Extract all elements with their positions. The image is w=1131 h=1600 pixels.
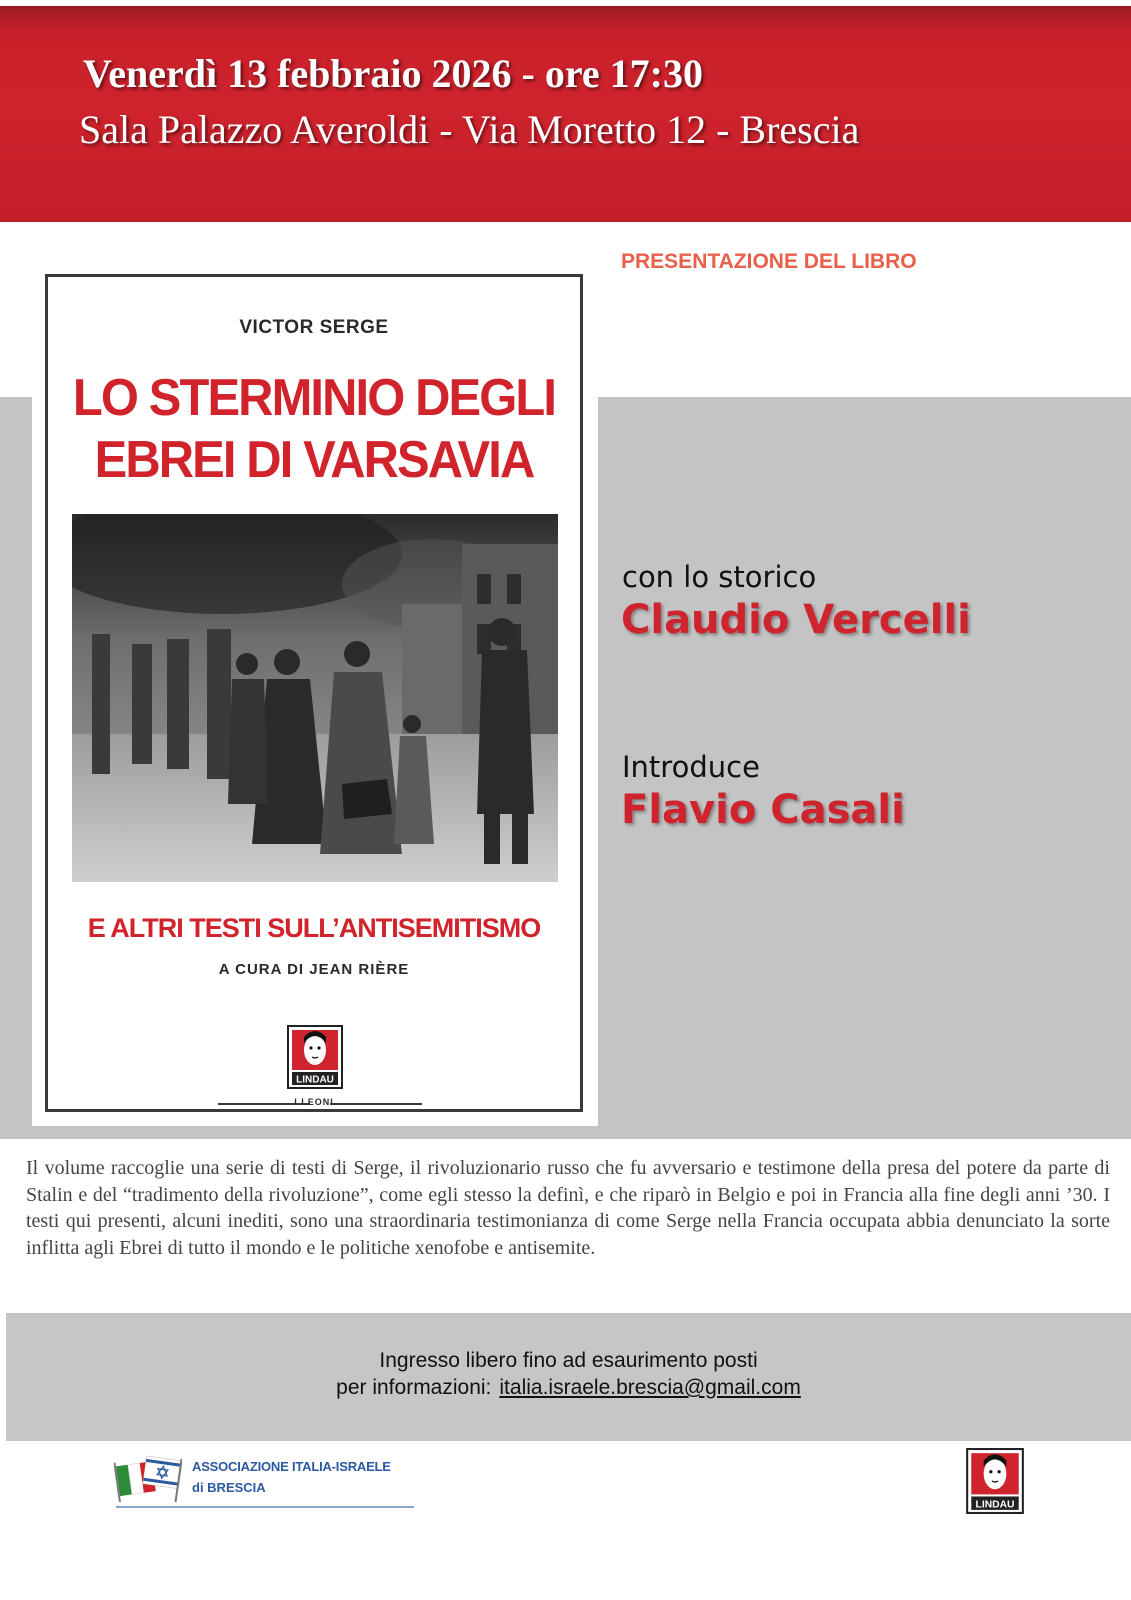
book-subtitle: E ALTRI TESTI SULL’ANTISEMITISMO [87, 913, 541, 943]
association-logo [114, 1452, 414, 1512]
introducer-label: Introduce [622, 750, 760, 784]
lindau-logo-icon [287, 1025, 343, 1089]
book-curator: A CURA DI JEAN RIÈRE [218, 961, 410, 978]
book-cover [45, 274, 583, 1112]
event-venue: Sala Palazzo Averoldi - Via Moretto 12 - Brescia [79, 107, 860, 152]
historian-label: con lo storico [622, 560, 817, 594]
contact-info [6, 1376, 1131, 1400]
italy-israel-flags-icon [114, 1454, 182, 1502]
event-header-banner [0, 6, 1131, 222]
contact-label: per informazioni: [336, 1376, 492, 1399]
introducer-name: Flavio Casali [621, 787, 905, 833]
book-series: I LEONI [294, 1097, 334, 1107]
lindau-footer-logo-text: LINDAU [975, 1499, 1015, 1511]
cover-photo [72, 514, 558, 882]
book-title [64, 367, 564, 491]
association-underline [116, 1506, 414, 1508]
lindau-logo-text: LINDAU [296, 1074, 334, 1086]
book-title-line2: EBREI DI VARSAVIA [94, 431, 534, 489]
book-title-line1: LO STERMINIO DEGLI [72, 369, 556, 427]
info-band [6, 1313, 1131, 1441]
contact-email-link[interactable]: italia.israele.brescia@gmail.com [499, 1376, 801, 1399]
presentation-kicker: PRESENTAZIONE DEL LIBRO [621, 250, 917, 273]
book-author: VICTOR SERGE [239, 317, 389, 338]
association-name: ASSOCIAZIONE ITALIA-ISRAELE [192, 1459, 391, 1474]
israel-flag-icon [141, 1454, 182, 1502]
book-description: Il volume raccoglie una serie di testi di Serge, il rivoluzionario russo che fu avversario e testimone della presa del potere da parte di Stalin e del “tradimento della rivoluzione”, come egli stesso la definì, e che riparò in Belgio e poi in Francia alla fine degli anni ’30. I testi qui presenti, alcuni inediti, sono una straordinaria testimonianza di come Serge nella Francia occupata abbia denunciato la sorte inflitta agli Ebrei di tutto il mondo e le politiche xenofobe e antisemite. [26, 1157, 1110, 1259]
lindau-logo-icon [966, 1448, 1024, 1514]
association-city: di BRESCIA [192, 1480, 266, 1495]
entry-info: Ingresso libero fino ad esaurimento posti [379, 1349, 758, 1372]
event-date-time: Venerdì 13 febbraio 2026 - ore 17:30 [83, 51, 703, 96]
cover-photo-illustration [72, 514, 558, 882]
speaker-name: Claudio Vercelli [621, 597, 971, 643]
